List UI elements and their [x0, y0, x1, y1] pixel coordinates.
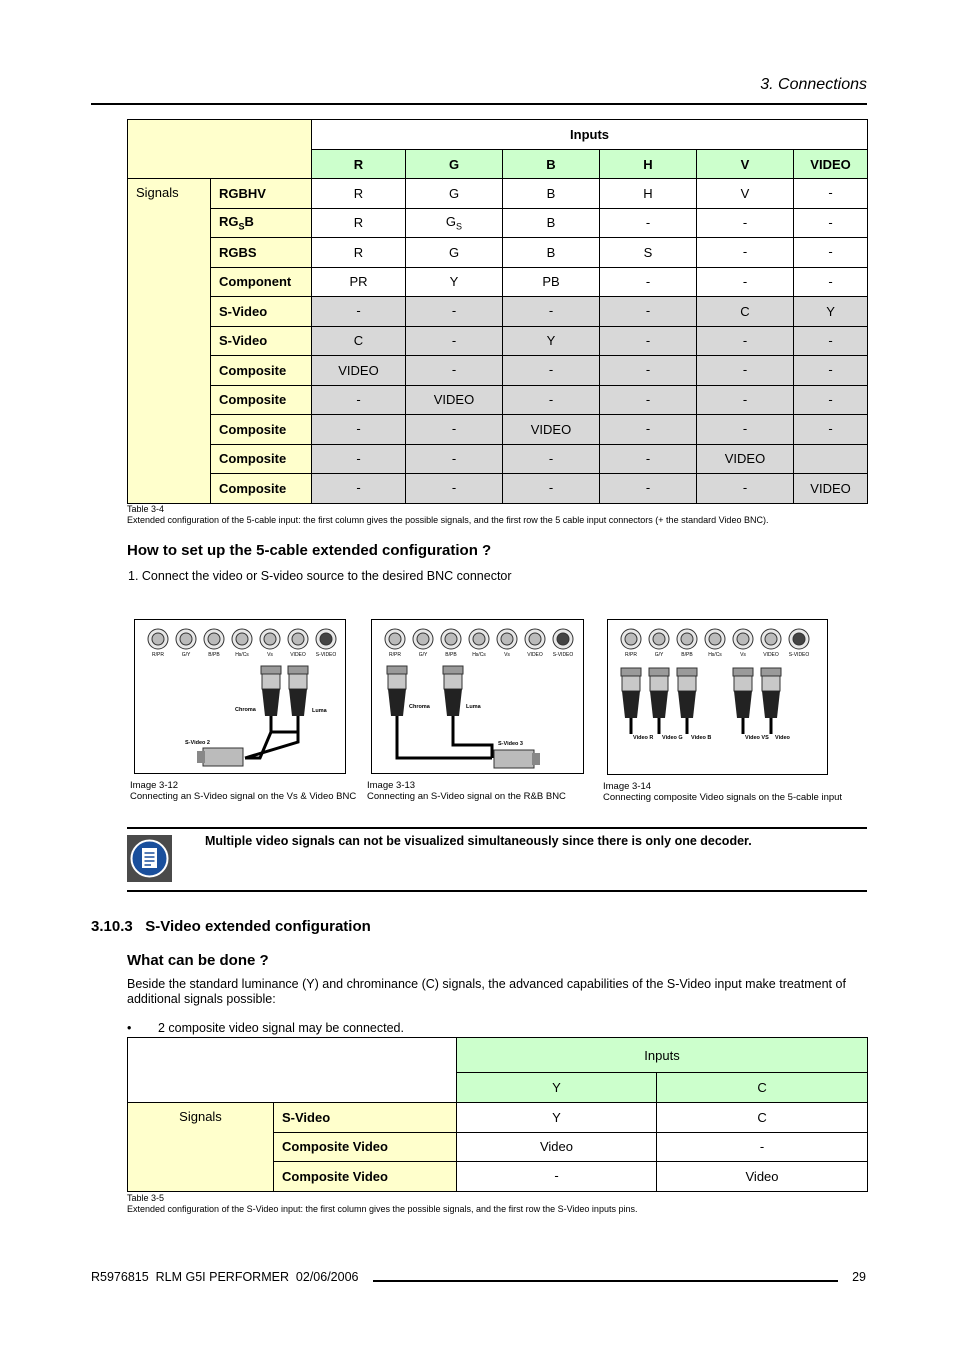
bnc-cable [677, 668, 697, 734]
signal-name: S-Video [274, 1103, 457, 1133]
image-label: Image 3-13 [367, 780, 416, 791]
connector-label: Vs [504, 652, 510, 658]
connector-inner [681, 633, 693, 645]
cable-label: Video B [691, 735, 712, 741]
signal-name: Composite [211, 385, 312, 415]
connector-panel [148, 629, 336, 658]
signal-name: Composite [211, 356, 312, 386]
connection-diagram-composite [608, 620, 827, 774]
table-cell: R [312, 238, 406, 268]
table-row [128, 356, 868, 386]
table-cell: - [657, 1132, 868, 1162]
table-row [128, 238, 868, 268]
table-cell: Video [657, 1162, 868, 1192]
table-cell: - [794, 179, 868, 209]
table-cell: - [697, 267, 794, 297]
table-corner [128, 120, 312, 179]
table-cell: - [503, 356, 600, 386]
image-3-13 [371, 619, 584, 774]
table-caption-label: Table 3-4 [127, 504, 165, 514]
table-cell: - [794, 415, 868, 445]
image-caption [603, 781, 842, 803]
connector-inner [709, 633, 721, 645]
signal-name: RGBHV [211, 179, 312, 209]
table-cell: Y [794, 297, 868, 327]
table-cell: - [794, 208, 868, 238]
setup-step-1: 1. Connect the video or S-video source to the desired BNC connector [128, 569, 512, 583]
signal-name [211, 208, 312, 238]
cable-label: Luma [466, 704, 481, 710]
image-caption [130, 780, 356, 802]
table-cell: S [600, 238, 697, 268]
signal-name-part: B [244, 213, 254, 229]
table-cell: C [657, 1103, 868, 1133]
table-cell: VIDEO [312, 356, 406, 386]
connector-label: G/Y [654, 652, 664, 658]
signals-label: Signals [128, 179, 211, 504]
table-cell: - [697, 208, 794, 238]
table-cell: - [600, 356, 697, 386]
table-cell: - [600, 326, 697, 356]
cell-part: G [445, 213, 457, 229]
table-row [128, 1103, 868, 1133]
connector-label: S-VIDEO [788, 652, 810, 658]
connector-inner [765, 633, 777, 645]
note-text: Multiple video signals can not be visualized simultaneously since there is only one decoder. [205, 834, 752, 848]
table-cell: C [697, 297, 794, 327]
signal-name: Composite Video [274, 1162, 457, 1192]
plug-label: S-Video 2 [185, 740, 210, 746]
connector-label: Hs/Cs [472, 652, 486, 658]
signal-name: Component [211, 267, 312, 297]
table-cell: V [697, 179, 794, 209]
table-cell [794, 444, 868, 474]
table-row [128, 179, 868, 209]
page-number: 29 [852, 1270, 866, 1284]
table-cell: - [406, 474, 503, 504]
section-heading: 3.10.3 S-Video extended configuration [91, 918, 371, 935]
table-cell: - [600, 267, 697, 297]
connector-label: Hs/Cs [235, 652, 249, 658]
cable-label: Chroma [235, 707, 256, 713]
table-cell: - [503, 297, 600, 327]
connector-label: Vs [267, 652, 273, 658]
bnc-cable [443, 666, 463, 716]
table-cell: Y [503, 326, 600, 356]
footer-doc-id: R5976815 RLM G5I PERFORMER 02/06/2006 [91, 1270, 359, 1284]
connector-label: G/Y [181, 652, 191, 658]
cable-label: Video [775, 735, 790, 741]
connector-label: R/PR [389, 652, 401, 658]
image-3-12 [134, 619, 346, 774]
connector-inner [653, 633, 665, 645]
connector-inner [389, 633, 401, 645]
image-3-14 [607, 619, 828, 775]
table-svideo [127, 1037, 868, 1192]
table-row [128, 208, 868, 238]
table-row [128, 326, 868, 356]
table-cell: - [503, 385, 600, 415]
document-note-icon [127, 835, 172, 882]
table-cell: H [600, 179, 697, 209]
note-rule-bottom [127, 890, 867, 892]
connector-label: Vs [740, 652, 746, 658]
table-cell: VIDEO [794, 474, 868, 504]
table-inputs-header: Inputs [457, 1038, 868, 1073]
signal-name: S-Video [211, 326, 312, 356]
table-caption-text: Extended configuration of the 5-cable input: the first column gives the possible signals, and the first row the 5 cable input connectors (+ the standard Video BNC). [127, 515, 769, 525]
table-cell: - [794, 267, 868, 297]
footer-rule [373, 1280, 838, 1282]
connector-inner [625, 633, 637, 645]
bnc-cable [733, 668, 753, 734]
table-cell: VIDEO [503, 415, 600, 445]
table-cell: C [312, 326, 406, 356]
connector-label: VIDEO [527, 652, 543, 658]
table-cell: - [794, 385, 868, 415]
table-row [128, 474, 868, 504]
signal-name: RGBS [211, 238, 312, 268]
table-caption [127, 1193, 867, 1215]
signal-name: Composite [211, 415, 312, 445]
table-row [128, 415, 868, 445]
table-cell: Video [457, 1132, 657, 1162]
table-cell: - [312, 415, 406, 445]
table-cell [406, 208, 503, 238]
connector-panel [385, 629, 573, 658]
connector-label: S-VIDEO [552, 652, 574, 658]
cell-sub: S [456, 221, 463, 232]
table-cell: - [312, 474, 406, 504]
bnc-cable [621, 668, 641, 734]
connector-label: B/PB [681, 652, 693, 658]
connector-inner [737, 633, 749, 645]
cable-label: Video R [633, 735, 654, 741]
table-cell: B [503, 208, 600, 238]
table-cell: - [312, 385, 406, 415]
table-cell: - [600, 385, 697, 415]
table-cell: - [312, 444, 406, 474]
cable-label: Video G [662, 735, 683, 741]
table-cell: PB [503, 267, 600, 297]
table-cell: - [794, 238, 868, 268]
cable-label: Chroma [409, 704, 430, 710]
table-cell: R [312, 179, 406, 209]
table-cell: - [697, 326, 794, 356]
table-cell: - [406, 444, 503, 474]
table-cell: Y [406, 267, 503, 297]
connector-label: R/PR [152, 652, 164, 658]
connector-label: B/PB [208, 652, 220, 658]
connector-label: B/PB [445, 652, 457, 658]
column-header: B [503, 150, 600, 179]
connector-label: G/Y [418, 652, 428, 658]
connector-inner [152, 633, 164, 645]
table-cell: VIDEO [406, 385, 503, 415]
signal-name-sub: S [238, 221, 245, 232]
connector-inner [445, 633, 457, 645]
connector-inner [180, 633, 192, 645]
table-cell: - [697, 385, 794, 415]
table-row [128, 444, 868, 474]
connector-inner [320, 633, 332, 645]
table-cell: - [600, 415, 697, 445]
table-cell: - [503, 474, 600, 504]
table-cell: - [697, 238, 794, 268]
column-header: C [657, 1073, 868, 1103]
table-cell: - [503, 444, 600, 474]
table-cell: - [794, 326, 868, 356]
image-caption [367, 780, 566, 802]
table-cell: - [600, 297, 697, 327]
image-label: Image 3-14 [603, 781, 652, 792]
table-cell: - [406, 297, 503, 327]
table-cell: - [600, 208, 697, 238]
table-cell: - [406, 415, 503, 445]
table-row [128, 267, 868, 297]
bnc-cable [649, 668, 669, 734]
image-caption-text: Connecting an S-Video signal on the R&B BNC [367, 791, 566, 802]
table-cell: VIDEO [697, 444, 794, 474]
column-header: V [697, 150, 794, 179]
table-inputs-header: Inputs [312, 120, 868, 150]
table-cell: - [600, 444, 697, 474]
table-cell: - [406, 356, 503, 386]
connector-label: VIDEO [290, 652, 306, 658]
connector-label: R/PR [625, 652, 637, 658]
header-rule [91, 103, 867, 105]
connector-label: Hs/Cs [708, 652, 722, 658]
connector-inner [236, 633, 248, 645]
bnc-cable [288, 666, 308, 716]
table-cell: - [697, 356, 794, 386]
connector-label: S-VIDEO [315, 652, 337, 658]
table-cell: PR [312, 267, 406, 297]
table-cell: G [406, 179, 503, 209]
column-header: H [600, 150, 697, 179]
connector-inner [292, 633, 304, 645]
table-row [128, 385, 868, 415]
signal-name: Composite [211, 444, 312, 474]
setup-heading: How to set up the 5-cable extended configuration ? [127, 542, 492, 559]
table-cell: G [406, 238, 503, 268]
bullet-item [127, 1021, 404, 1036]
table-cell: B [503, 179, 600, 209]
table-caption-label: Table 3-5 [127, 1193, 165, 1203]
plug-label: S-Video 3 [498, 741, 523, 747]
bullet-marker: • [127, 1021, 132, 1035]
signal-name: Composite Video [274, 1132, 457, 1162]
connector-inner [264, 633, 276, 645]
signal-name: Composite [211, 474, 312, 504]
subsection-heading: What can be done ? [127, 952, 269, 969]
connection-diagram-svideo-rb [372, 620, 583, 773]
connector-inner [529, 633, 541, 645]
table-corner [128, 1038, 457, 1103]
connector-inner [501, 633, 513, 645]
table-cell: - [312, 297, 406, 327]
cable-label: Luma [312, 708, 327, 714]
signals-label: Signals [128, 1103, 274, 1192]
bnc-cable [387, 666, 407, 716]
connector-inner [473, 633, 485, 645]
table-5cable [127, 119, 868, 504]
connector-label: VIDEO [763, 652, 779, 658]
connector-panel [621, 629, 809, 658]
svideo-plug [197, 748, 243, 766]
svideo-plug [494, 750, 540, 768]
signal-name-part: RG [219, 213, 239, 229]
column-header: R [312, 150, 406, 179]
signal-name: S-Video [211, 297, 312, 327]
connector-inner [557, 633, 569, 645]
table-cell: - [794, 356, 868, 386]
table-cell: Y [457, 1103, 657, 1133]
column-header: VIDEO [794, 150, 868, 179]
connector-inner [208, 633, 220, 645]
table-row [128, 297, 868, 327]
connector-inner [417, 633, 429, 645]
table-caption [127, 504, 867, 526]
note-rule-top [127, 827, 867, 829]
table-cell: - [406, 326, 503, 356]
table-cell: - [457, 1162, 657, 1192]
table-cell: B [503, 238, 600, 268]
bnc-cable [761, 668, 781, 734]
chapter-title: 3. Connections [760, 76, 867, 93]
table-cell: - [697, 415, 794, 445]
section-paragraph: Beside the standard luminance (Y) and chrominance (C) signals, the advanced capabilities of the S-Video input make treatment of additional signals possible: [127, 977, 846, 1006]
image-caption-text: Connecting an S-Video signal on the Vs & Video BNC [130, 791, 357, 802]
connector-inner [793, 633, 805, 645]
bullet-text: 2 composite video signal may be connected. [158, 1021, 404, 1035]
image-caption-text: Connecting composite Video signals on the 5-cable input [603, 792, 843, 803]
image-label: Image 3-12 [130, 780, 179, 791]
column-header: Y [457, 1073, 657, 1103]
table-cell: - [600, 474, 697, 504]
connection-diagram-svideo-vs [135, 620, 345, 773]
cable-label: Video VS [745, 735, 769, 741]
table-cell: R [312, 208, 406, 238]
column-header: G [406, 150, 503, 179]
table-cell: - [697, 474, 794, 504]
table-caption-text: Extended configuration of the S-Video input: the first column gives the possible signals, and the first row the S-Video inputs pins. [127, 1204, 638, 1214]
